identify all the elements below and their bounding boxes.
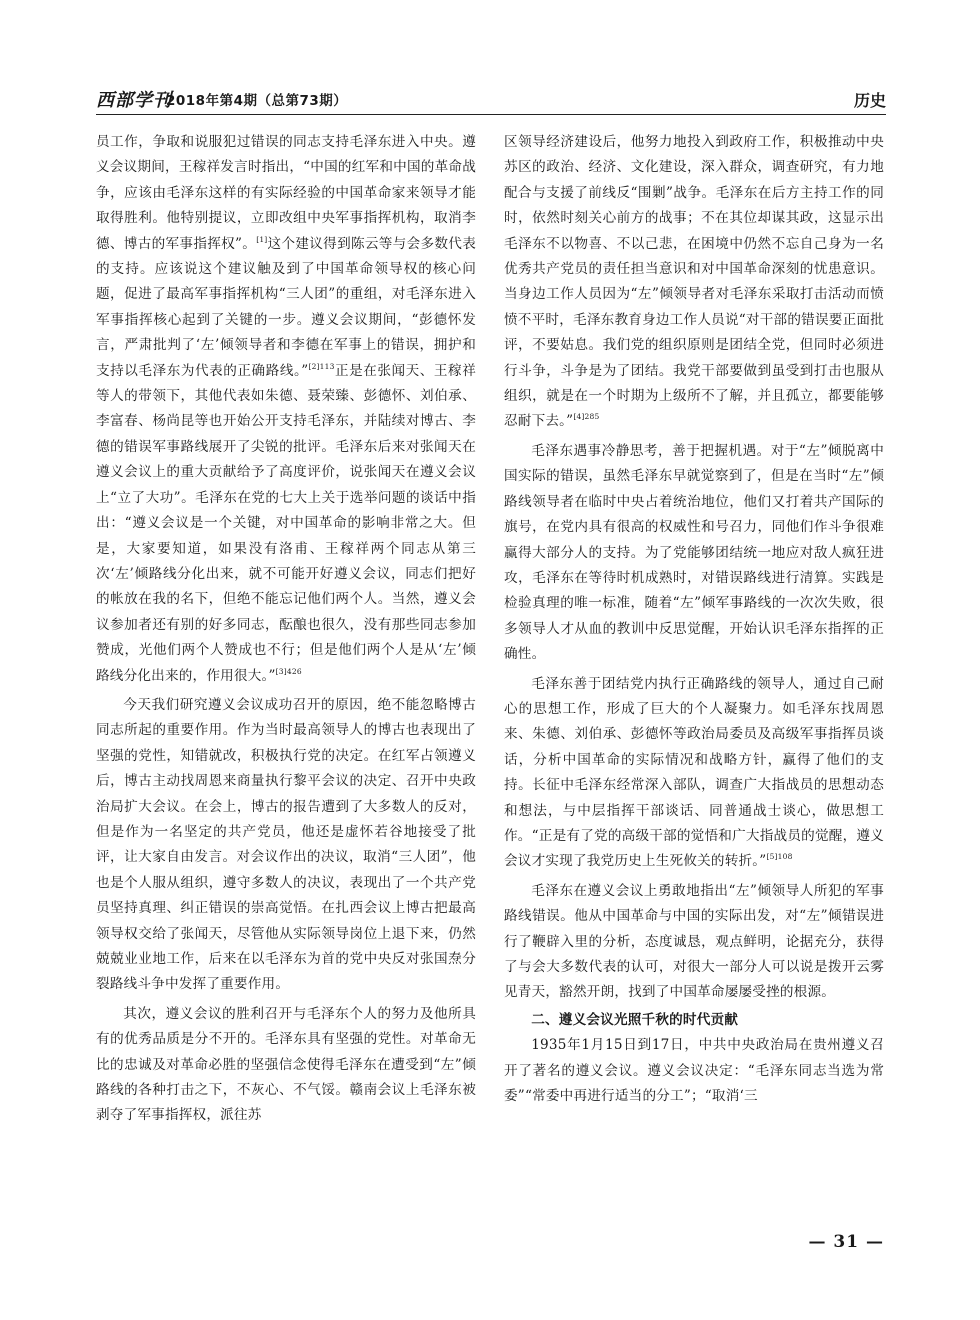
paragraph: 毛泽东善于团结党内执行正确路线的领导人，通过自己耐心的思想工作，形成了巨大的个人凝聚力。如毛泽东找周恩来、朱德、刘伯承、彭德怀等政治局委员及高级军事指挥员谈话，分析中国革命的实际情况和战略方针，赢得了他们的支持。长征中毛泽东经常深入部队，调查广大指战员的思想动态和想法，与中层指挥干部谈话、同普通战士谈心，做思想工作。“正是有了党的高级干部的觉悟和广大指战员的觉醒，遵义会议才实现了我党历史上生死攸关的转折。”$^{[5]108}$ xyxy=(504,675,884,870)
left-column xyxy=(96,130,476,1129)
paragraph: 区领导经济建设后，他努力地投入到政府工作，积极推动中央苏区的政治、经济、文化建设，深入群众，调查研究，有力地配合与支援了前线反“围剿”战争。毛泽东在后方主持工作的同时，依然时刻关心前方的战事；不在其位却谋其政，这显示出毛泽东不以物喜、不以己悲，在困境中仍然不忘自己身为一名优秀共产党员的责任担当意识和对中国革命深刻的忧患意识。当身边工作人员因为“左”倾领导者对毛泽东采取打击活动而愤愤不平时，毛泽东教育身边工作人员说“对干部的错误要正面批评，不要姑息。我们党的组织原则是团结全党，但同时必须进行斗争，斗争是为了团结。我党干部要做到虽受到打击也服从组织，就是在一个时期为上级所不了解，并且孤立，都要能够忍耐下去。”$^{[4]285}$ xyxy=(504,134,884,430)
paragraph: 毛泽东遇事冷静思考，善于把握机遇。对于“左”倾脱离中国实际的错误，虽然毛泽东早就觉察到了，但是在当时“左”倾路线领导者在临时中央占着统治地位，他们又打着共产国际的旗号，在党内具有很高的权威性和号召力，同他们作斗争很难赢得大部分人的支持。为了党能够团结统一地应对敌人疯狂进攻，毛泽东在等待时机成熟时，对错误路线进行清算。实践是检验真理的唯一标准，随着“左”倾军事路线的一次次失败，很多领导人才从血的教训中反思觉醒，开始认识毛泽东指挥的正确性。 xyxy=(504,442,884,663)
section-heading: 二、遵义会议光照千秋的时代贡献 xyxy=(531,1011,739,1028)
citation: [2]113 xyxy=(308,361,335,371)
paragraph: 1935年1月15日到17日，中共中央政治局在贵州遵义召开了著名的遵义会议。遵义会议决定：“毛泽东同志当选为常委”“常委中再进行适当的分工”；“取消‘三 xyxy=(504,1037,884,1105)
citation: [3]426 xyxy=(275,666,302,676)
paragraph: 员工作，争取和说服犯过错误的同志支持毛泽东进入中央。遵义会议期间，王稼祥发言时指出，“中国的红军和中国的革命战争，应该由毛泽东这样的有实际经验的中国革命家来领导才能取得胜利。他特别提议，立即改组中央军事指挥机构，取消李德、博古的军事指挥权”。[1]这个建议得到陈云等与会多数代表的支持。应该说这个建议触及到了中国革命领导权的核心问题，促进了最高军事指挥机构“三人团”的重组，对毛泽东进入军事指挥核心起到了关键的一步。遵义会议期间，“彭德怀发言，严肃批判了‘左’倾领导者和李德在军事上的错误，拥护和支持以毛泽东为代表的正确路线。”$^{[2]113}$正是在张闻天、王稼祥等人的带领下，其他代表如朱德、聂荣臻、彭德怀、刘伯承、李富春、杨尚昆等也开始公开支持毛泽东，并陆续对博古、李德的错误军事路线展开了尖锐的批评。毛泽东后来对张闻天在遵义会议上的重大贡献给予了高度评价，说张闻天在遵义会议上“立了大功”。毛泽东在党的七大上关于选举问题的谈话中指出：“遵义会议是一个关键，对中国革命的影响非常之大。但是，大家要知道，如果没有洛甫、王稼祥两个同志从第三次‘左’倾路线分化出来，就不可能开好遵义会议，同志们把好的帐放在我的名下，但绝不能忘记他们两个人。当然，遵义会议参加者还有别的好多同志，酝酿也很久，没有那些同志参加赞成，光他们两个人赞成也不行；但是他们两个人是从‘左’倾路线分化出来的，作用很大。”$^{[3]426}$ xyxy=(96,134,476,684)
issue-info: 2018年第4期（总第73期） xyxy=(166,93,348,109)
page-header xyxy=(96,84,886,115)
paragraph: 今天我们研究遵义会议成功召开的原因，绝不能忽略博古同志所起的重要作用。作为当时最高领导人的博古也表现出了坚强的党性，知错就改，积极执行党的决定。在红军占领遵义后，博古主动找周恩来商量执行黎平会议的决定、召开中央政治局扩大会议。在会上，博古的报告遭到了大多数人的反对，但是作为一名坚定的共产党员，他还是虚怀若谷地接受了批评，让大家自由发言。对会议作出的决议，取消“三人团”，他也是个人服从组织，遵守多数人的决议，表现出了一个共产党员坚持真理、纠正错误的崇高觉悟。在扎西会议上博古把最高领导权交给了张闻天，尽管他从实际领导岗位上退下来，仍然兢兢业业地工作，后来在以毛泽东为首的党中央反对张国焘分裂路线斗争中发挥了重要作用。 xyxy=(96,696,476,993)
right-column xyxy=(504,130,884,1109)
citation: [4]285 xyxy=(573,412,600,422)
paragraph: 其次，遵义会议的胜利召开与毛泽东个人的努力及他所具有的优秀品质是分不开的。毛泽东具有坚强的党性。对革命无比的忠诚及对革命必胜的坚强信念使得毛泽东在遭受到“左”倾路线的各种打击之下，不灰心、不气馁。赣南会议上毛泽东被剥夺了军事指挥权，派往苏 xyxy=(96,1005,476,1124)
citation: [5]108 xyxy=(766,852,793,862)
page-number: — 31 — xyxy=(808,1232,884,1252)
paragraph: 毛泽东在遵义会议上勇敢地指出“左”倾领导人所犯的军事路线错误。他从中国革命与中国的实际出发，对“左”倾错误进行了鞭辟入里的分析，态度诚恳，观点鲜明，论据充分，获得了与会大多数代表的认可，对很大一部分人可以说是拨开云雾见青天，豁然开朗，找到了中国革命屡屡受挫的根源。 xyxy=(504,882,884,1001)
journal-name: 西部学刊 xyxy=(96,90,172,111)
citation: [1] xyxy=(256,234,268,244)
section-name: 历史 xyxy=(853,91,886,110)
